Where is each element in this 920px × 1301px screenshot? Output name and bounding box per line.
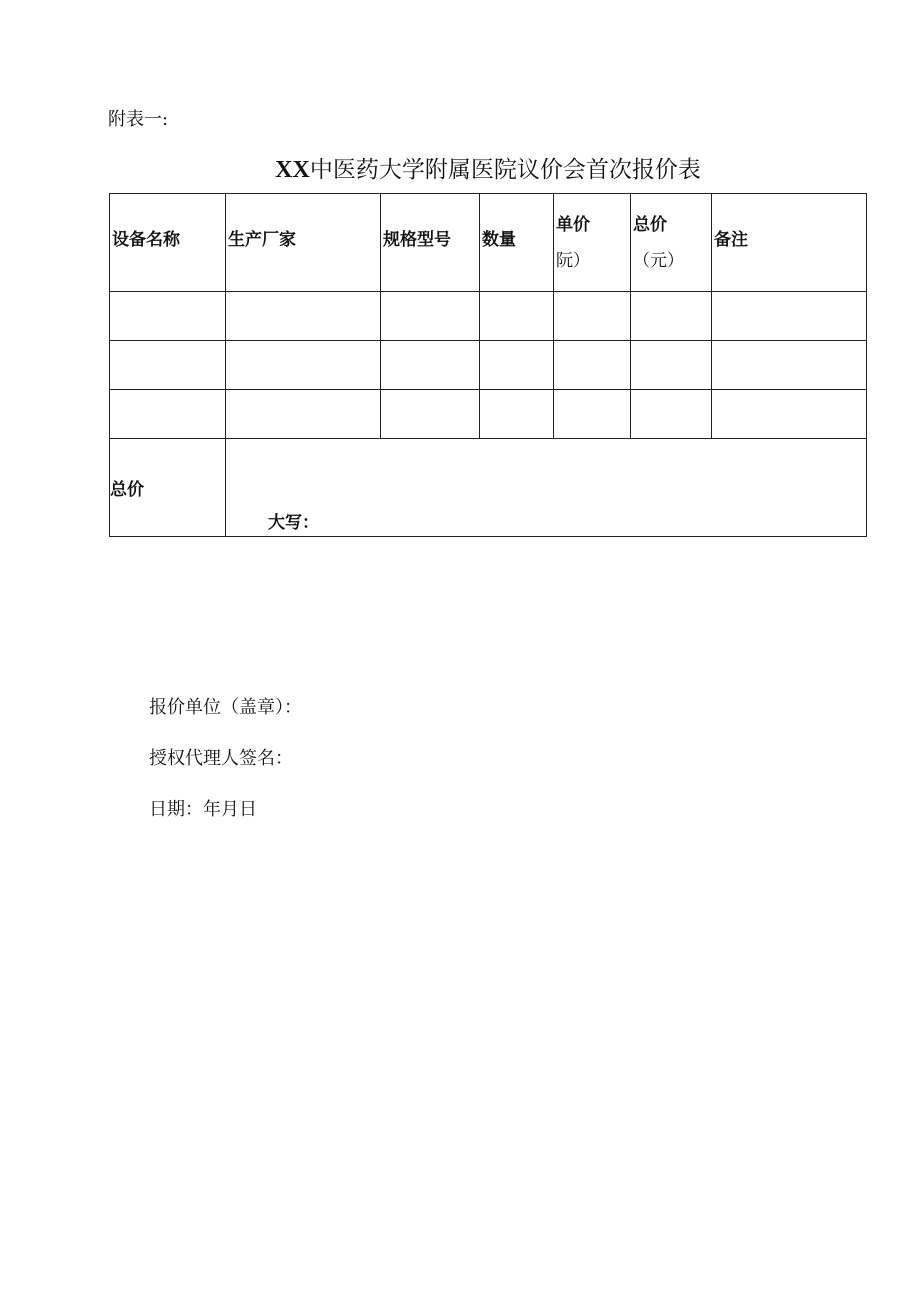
title-text: 中医药大学附属医院议价会首次报价表 (309, 157, 701, 183)
header-quantity-label: 数量 (482, 229, 516, 250)
cell-remarks[interactable] (712, 390, 867, 439)
cell-remarks[interactable] (712, 292, 867, 341)
header-cell-unit-price (554, 194, 631, 292)
title-prefix: XX (275, 157, 310, 183)
header-cell-quantity (480, 194, 554, 292)
cell-name[interactable] (110, 341, 226, 390)
header-unit-price-line1: 单价 (556, 214, 590, 235)
cell-spec[interactable] (381, 292, 480, 341)
total-price-cell[interactable] (226, 439, 867, 537)
quoting-unit-label: 报价单位（盖章）： (149, 697, 302, 718)
cell-total-price[interactable] (631, 390, 712, 439)
cell-total-price[interactable] (631, 341, 712, 390)
document-title (110, 155, 866, 185)
total-row (110, 439, 867, 537)
cell-remarks[interactable] (712, 341, 867, 390)
date-label: 日期：年月日 (149, 799, 257, 820)
header-manufacturer-label: 生产厂家 (228, 229, 296, 250)
header-cell-manufacturer (226, 194, 381, 292)
cell-unit-price[interactable] (554, 341, 631, 390)
cell-spec[interactable] (381, 390, 480, 439)
header-cell-remarks (712, 194, 867, 292)
cell-quantity[interactable] (480, 292, 554, 341)
header-total-price-line2: （元） (633, 250, 684, 271)
cell-quantity[interactable] (480, 390, 554, 439)
table-row (110, 390, 867, 439)
cell-manufacturer[interactable] (226, 292, 381, 341)
header-cell-total-price (631, 194, 712, 292)
table-header-row (110, 194, 867, 292)
cell-total-price[interactable] (631, 292, 712, 341)
cell-unit-price[interactable] (554, 292, 631, 341)
cell-spec[interactable] (381, 341, 480, 390)
cell-name[interactable] (110, 292, 226, 341)
header-spec-label: 规格型号 (383, 229, 451, 250)
cell-name[interactable] (110, 390, 226, 439)
quotation-table (109, 193, 867, 537)
authorized-agent-label: 授权代理人签名： (149, 748, 293, 769)
cell-unit-price[interactable] (554, 390, 631, 439)
header-total-price-line1: 总价 (633, 214, 667, 235)
capital-amount-label: 大写： (268, 513, 319, 533)
annex-label: 附表一: (108, 109, 169, 130)
header-name-label: 设备名称 (112, 229, 180, 250)
header-cell-name (110, 194, 226, 292)
header-remarks-label: 备注 (714, 229, 748, 250)
header-cell-spec (381, 194, 480, 292)
table-row (110, 341, 867, 390)
table-row (110, 292, 867, 341)
total-price-label: 总价 (110, 439, 226, 537)
header-unit-price-line2: 阮） (556, 250, 590, 271)
cell-manufacturer[interactable] (226, 390, 381, 439)
cell-quantity[interactable] (480, 341, 554, 390)
cell-manufacturer[interactable] (226, 341, 381, 390)
